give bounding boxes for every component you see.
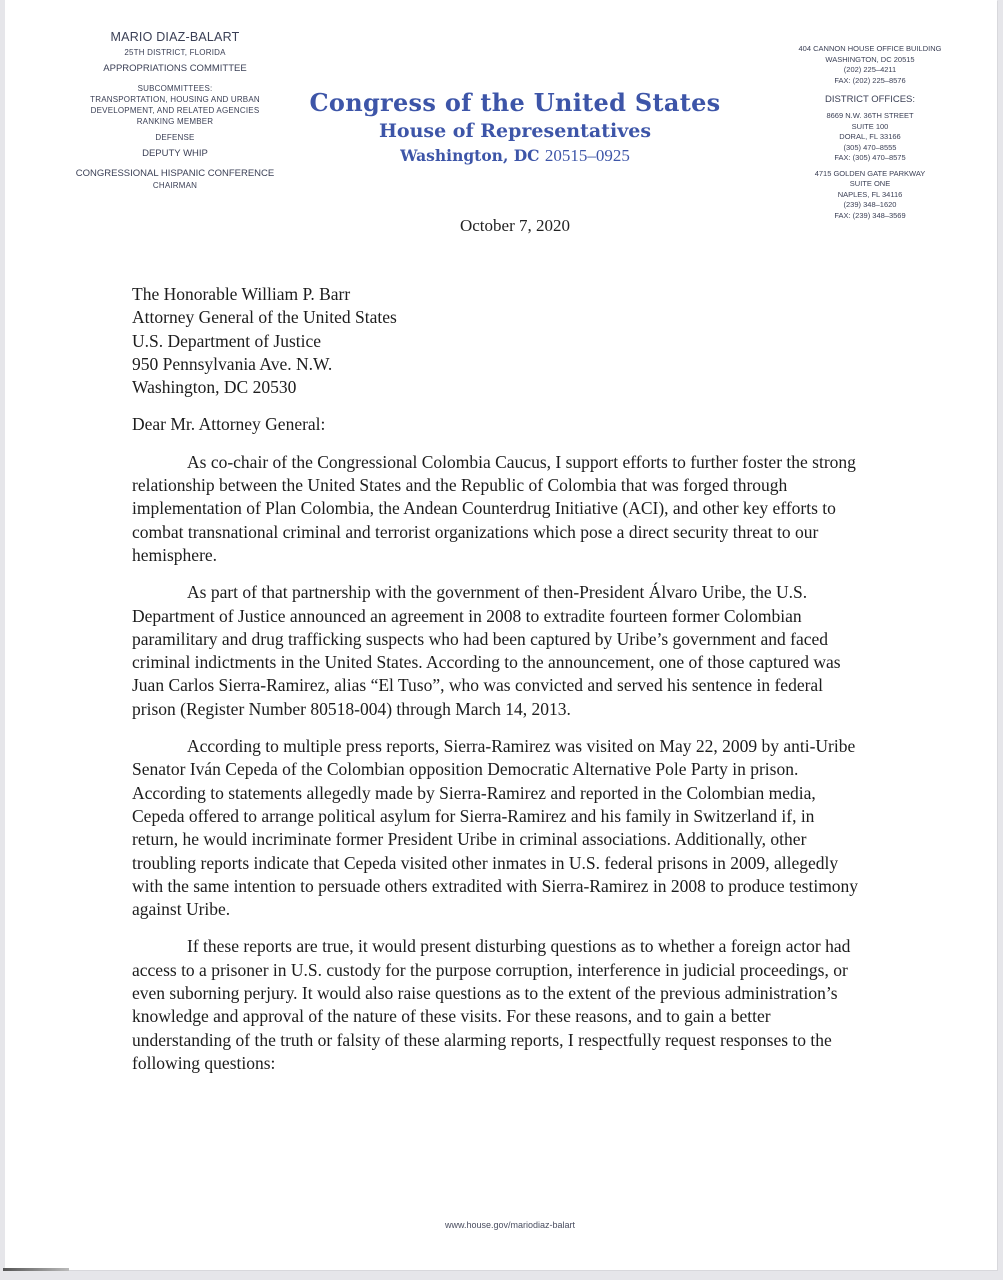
salutation: Dear Mr. Attorney General: [132,414,326,435]
subcommittees-label: SUBCOMMITTEES: [137,84,213,93]
washington-zip: 20515–0925 [544,146,630,165]
page-edge-shadow [3,1268,69,1271]
letter-date: October 7, 2020 [459,216,570,235]
deputy-whip: DEPUTY WHIP [142,148,208,159]
office2-line3: NAPLES, FL 34116 [837,189,903,199]
recipient-line-2: Attorney General of the United States [132,307,397,328]
recipient-line-3: U.S. Department of Justice [132,330,322,351]
recipient-line-4: 950 Pennsylvania Ave. N.W. [132,353,333,374]
letterhead-offices [785,44,955,221]
member-district: 25TH DISTRICT, FLORIDA [124,48,226,57]
recipient-block [132,283,862,399]
subcommittee-1-line1: TRANSPORTATION, HOUSING AND URBAN [90,95,260,104]
committee-name: APPROPRIATIONS COMMITTEE [103,63,247,74]
office1-line3: DORAL, FL 33166 [839,132,901,141]
letterhead-member-info [60,30,290,191]
office1-line2: SUITE 100 [851,121,889,131]
office1-line1: 8669 N.W. 36TH STREET [826,111,914,120]
dc-office-line2: WASHINGTON, DC 20515 [825,54,915,64]
letter-page [5,0,997,1270]
congress-title: Congress of the United States [309,88,721,117]
house-title: House of Representatives [378,120,652,142]
footer-website: www.house.gov/mariodiaz-balart [444,1220,576,1230]
paragraph-3: According to multiple press reports, Sierra-Ramirez was visited on May 22, 2009 by anti-Uribe Senator Iván Cepeda of the Colombian opposition Democratic Alternative Pole Party in prison. According to statements allegedly made by Sierra-Ramirez and reported in the Colombian media, Cepeda offered to arrange political asylum for Sierra-Ramirez and his family in Switzerland if, in return, he would incriminate former President Uribe in criminal associations. Additionally, other troubling reports indicate that Cepeda visited other inmates in U.S. federal prisons in 2009, allegedly with the same intention to persuade others extradited with Sierra-Ramirez in 2008 to produce testimony against Uribe. [132,736,859,920]
recipient-line-1: The Honorable William P. Barr [132,284,351,304]
office1-phone: (305) 470–8555 [843,142,897,152]
subcommittee-2: DEFENSE [155,133,195,142]
district-offices-label: DISTRICT OFFICES: [824,94,916,105]
paragraph-2: As part of that partnership with the government of then-President Álvaro Uribe, the U.S. Department of Justice announced an agreement in 2008 to extradite fourteen former Colombian paramilitary and drug trafficking suspects who had been captured by Uribe’s government and faced criminal indictments in the United States. According to the announcement, one of those captured was Juan Carlos Sierra-Ramirez, alias “El Tuso”, who was convicted and served his sentence in federal prison (Register Number 80518-004) through March 14, 2013. [132,582,841,719]
conference-name: CONGRESSIONAL HISPANIC CONFERENCE [75,168,275,179]
paragraph-4: If these reports are true, it would present disturbing questions as to whether a foreign actor had access to a prisoner in U.S. custody for the purpose corruption, interference in judicial proceedings, or even suborning perjury. It would also raise questions as to the extent of the previous administration’s knowledge and approval of the nature of these visits. For these reasons, and to gain a better understanding of the truth or falsity of these alarming reports, I respectfully request responses to the following questions: [132,936,851,1073]
dc-phone: (202) 225–4211 [843,65,897,74]
conference-role: CHAIRMAN [152,181,198,190]
dc-fax: FAX: (202) 225–8576 [834,75,906,85]
letter-body [132,283,862,1075]
office1-fax: FAX: (305) 470–8575 [834,153,906,162]
office2-line1: 4715 GOLDEN GATE PARKWAY [814,168,926,178]
member-name: MARIO DIAZ-BALART [110,30,240,44]
subcommittee-1-line2: DEVELOPMENT, AND RELATED AGENCIES [90,106,260,115]
recipient-line-5: Washington, DC 20530 [132,377,297,398]
washington-city: Washington, DC [400,146,540,165]
office2-phone: (239) 348–1620 [843,200,897,209]
office2-fax: FAX: (239) 348–3569 [834,210,906,220]
letterhead-seal-text [305,88,725,168]
office2-line2: SUITE ONE [849,179,891,188]
washington-address [305,144,725,168]
paragraph-1: As co-chair of the Congressional Colombia Caucus, I support efforts to further foster the strong relationship between the United States and the Republic of Colombia that was forged through implementation of Plan Colombia, the Andean Counterdrug Initiative (ACI), and other key efforts to combat transnational criminal and terrorist organizations which pose a direct security threat to our hemisphere. [132,451,856,565]
dc-office-line1: 404 CANNON HOUSE OFFICE BUILDING [798,44,942,53]
subcommittee-1-role: RANKING MEMBER [136,117,214,126]
